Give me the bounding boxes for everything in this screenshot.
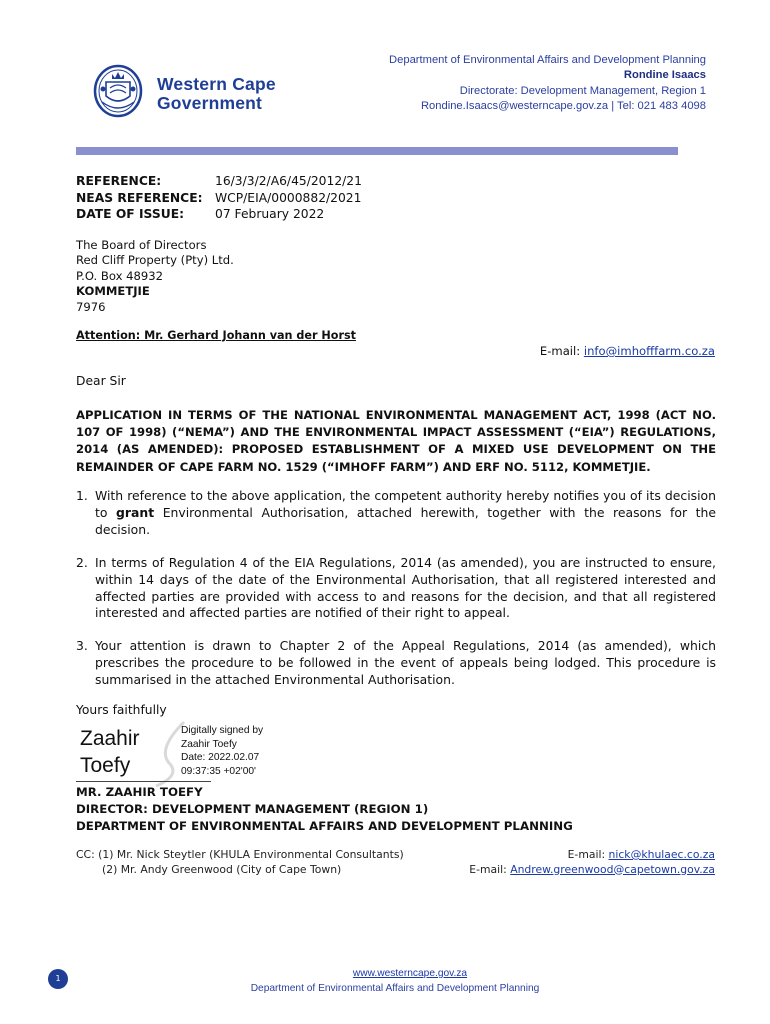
signature-line (76, 781, 211, 782)
recipient-email (540, 344, 715, 358)
date-of-issue-value: 07 February 2022 (215, 207, 325, 221)
header-department: Department of Environmental Affairs and Development Planning (389, 54, 706, 66)
address-postcode: 7976 (76, 299, 106, 314)
list-item-text: In terms of Regulation 4 of the EIA Regulations, 2014 (as amended), you are instructed to ensure, within 14 days of the date of the Environmental Authorisation, that all registered interested and affected parties are provided with access to and reasons for the decision, and that all registered interested and affected parties are notified of their right to appeal. (95, 555, 716, 621)
organisation-name (157, 75, 276, 113)
footer-department: Department of Environmental Affairs and Development Planning (250, 983, 540, 994)
western-cape-crest-logo (92, 62, 144, 118)
subject-heading: APPLICATION IN TERMS OF THE NATIONAL ENVIRONMENTAL MANAGEMENT ACT, 1998 (ACT NO. 107 OF 1998) (“NEMA”) AND THE ENVIRONMENTAL IMPACT ASSESSMENT (“EIA”) REGULATIONS, 2014 (AS AMENDED): PROPOSED ESTABLISHMENT OF A MIXED USE DEVELOPMENT ON THE REMAINDER OF CAPE FARM NO. 1529 (“IMHOFF FARM”) AND ERF NO. 5112, KOMMETJIE. (76, 408, 716, 474)
email-label: E-mail: (539, 344, 584, 358)
digital-signature-details (181, 724, 263, 778)
email-link[interactable]: info@imhofffarm.co.za (583, 344, 715, 358)
list-item (76, 488, 716, 538)
organisation-name-line1: Western Cape (157, 74, 276, 94)
cc-email-link[interactable]: nick@khulaec.co.za (608, 848, 715, 861)
digital-signature-line: 09:37:35 +02'00' (181, 765, 256, 777)
neas-reference-label: NEAS REFERENCE: (76, 191, 203, 205)
list-item-number: 3. (76, 638, 88, 653)
cc-email-row: E-mail: Andrew.greenwood@capetown.gov.za (469, 862, 715, 876)
signatory-department: DEPARTMENT OF ENVIRONMENTAL AFFAIRS AND DEVELOPMENT PLANNING (76, 819, 573, 833)
page-number-badge: 1 (48, 969, 68, 989)
closing: Yours faithfully (76, 703, 167, 717)
reference-label: REFERENCE: (76, 174, 162, 188)
cc-email-link[interactable]: Andrew.greenwood@capetown.gov.za (510, 862, 715, 876)
recipient-address (76, 238, 234, 315)
digital-signature-line: Zaahir Toefy (181, 738, 237, 750)
cc-emails (469, 848, 715, 877)
address-line: The Board of Directors (76, 238, 207, 252)
signature-first-name: Zaahir (80, 727, 140, 750)
header-directorate: Directorate: Development Management, Region 1 (459, 85, 706, 97)
list-item-number: 2. (76, 555, 88, 570)
attention-line: Attention: Mr. Gerhard Johann van der Horst (76, 329, 356, 342)
grant-emphasis: grant (116, 504, 155, 520)
signatory-name: MR. ZAAHIR TOEFY (76, 785, 203, 799)
digital-signature-line: Date: 2022.02.07 (181, 752, 260, 763)
footer-website-link[interactable]: www.westerncape.gov.za (352, 968, 468, 979)
cc-line: (2) Mr. Andy Greenwood (City of Cape Town) (102, 862, 342, 876)
signature-last-name: Toefy (80, 754, 131, 777)
organisation-name-line2: Government (157, 93, 263, 113)
signatory-title: DIRECTOR: DEVELOPMENT MANAGEMENT (REGION 1) (76, 802, 429, 816)
address-town: KOMMETJIE (76, 284, 150, 299)
address-line: Red Cliff Property (Pty) Ltd. (76, 253, 234, 268)
list-item (76, 638, 716, 688)
list-item-text: With reference to the above application, the competent authority hereby notifies you of its decision to grant Environmental Authorisation, attached herewith, together with the reasons for the decision. (95, 488, 716, 537)
list-item-number: 1. (76, 488, 88, 503)
signature-name (80, 725, 140, 779)
list-item-text: Your attention is drawn to Chapter 2 of the Appeal Regulations, 2014 (as amended), which prescribes the procedure to be followed in the event of appeals being lodged. This procedure is summarised in the attached Environmental Authorisation. (95, 638, 716, 687)
salutation: Dear Sir (76, 374, 126, 388)
neas-reference-value: WCP/EIA/0000882/2021 (215, 191, 362, 205)
header-contact-name: Rondine Isaacs (623, 69, 706, 81)
header-divider (76, 147, 678, 155)
header-contact-line: Rondine.Isaacs@westerncape.gov.za | Tel: 021 483 4098 (420, 100, 706, 112)
date-of-issue-label: DATE OF ISSUE: (76, 207, 185, 221)
reference-value: 16/3/3/2/A6/45/2012/21 (215, 174, 362, 188)
digital-signature-line: Digitally signed by (181, 725, 264, 736)
cc-line: CC: (1) Mr. Nick Steytler (KHULA Environmental Consultants) (76, 848, 404, 861)
address-line: P.O. Box 48932 (76, 268, 164, 283)
cc-list (76, 848, 404, 877)
cc-email-row: E-mail: nick@khulaec.co.za (567, 848, 715, 861)
list-item (76, 555, 716, 622)
